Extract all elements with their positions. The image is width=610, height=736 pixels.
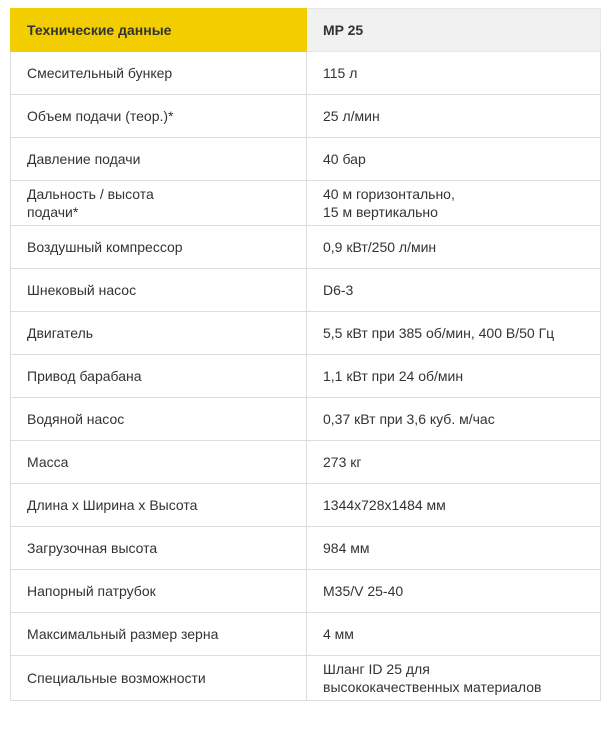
param-label: Длина x Ширина x Высота [27, 497, 198, 513]
param-value: Шланг ID 25 для высококачественных материалов [323, 661, 542, 695]
value-cell [307, 484, 601, 527]
param-value: 0,9 кВт/250 л/мин [323, 239, 437, 255]
param-cell [11, 570, 307, 613]
param-label: Дальность / высота подачи* [27, 186, 154, 220]
value-cell [307, 138, 601, 181]
param-label: Объем подачи (теор.)* [27, 108, 174, 124]
value-cell [307, 95, 601, 138]
table-row [11, 312, 601, 355]
spec-table-header [11, 9, 601, 52]
value-cell [307, 312, 601, 355]
table-row [11, 570, 601, 613]
table-row [11, 484, 601, 527]
param-value: 1,1 кВт при 24 об/мин [323, 368, 464, 384]
param-label: Давление подачи [27, 151, 141, 167]
param-label: Привод барабана [27, 368, 142, 384]
value-cell [307, 527, 601, 570]
param-value: 25 л/мин [323, 108, 380, 124]
param-cell [11, 441, 307, 484]
value-cell [307, 441, 601, 484]
table-row [11, 269, 601, 312]
spec-table [10, 8, 601, 701]
table-row [11, 95, 601, 138]
table-row [11, 226, 601, 269]
value-cell [307, 226, 601, 269]
value-cell [307, 656, 601, 701]
param-cell [11, 52, 307, 95]
param-cell [11, 181, 307, 226]
value-cell [307, 181, 601, 226]
table-row [11, 138, 601, 181]
param-value: 0,37 кВт при 3,6 куб. м/час [323, 411, 495, 427]
table-row [11, 181, 601, 226]
param-value: 273 кг [323, 454, 362, 470]
table-row [11, 52, 601, 95]
param-label: Воздушный компрессор [27, 239, 183, 255]
value-cell [307, 398, 601, 441]
param-cell [11, 95, 307, 138]
value-cell [307, 613, 601, 656]
param-cell [11, 269, 307, 312]
param-cell [11, 355, 307, 398]
param-cell [11, 527, 307, 570]
value-cell [307, 269, 601, 312]
table-row [11, 656, 601, 701]
param-value: 984 мм [323, 540, 370, 556]
param-value: M35/V 25-40 [323, 583, 404, 599]
param-value: 4 мм [323, 626, 354, 642]
param-label: Водяной насос [27, 411, 125, 427]
param-label: Специальные возможности [27, 670, 206, 686]
param-cell [11, 312, 307, 355]
value-cell [307, 355, 601, 398]
header-param: Технические данные [11, 9, 307, 52]
param-label: Масса [27, 454, 69, 470]
spec-table-body [11, 52, 601, 701]
param-value: 1344x728x1484 мм [323, 497, 446, 513]
param-label: Смесительный бункер [27, 65, 173, 81]
value-cell [307, 570, 601, 613]
param-value: D6-3 [323, 282, 354, 298]
value-cell [307, 52, 601, 95]
table-row [11, 441, 601, 484]
param-cell [11, 398, 307, 441]
param-label: Напорный патрубок [27, 583, 156, 599]
param-label: Максимальный размер зерна [27, 626, 219, 642]
table-row [11, 527, 601, 570]
param-value: 115 л [323, 65, 358, 81]
header-row [11, 9, 601, 52]
param-cell [11, 138, 307, 181]
param-label: Двигатель [27, 325, 94, 341]
header-model: MP 25 [307, 9, 601, 52]
param-cell [11, 613, 307, 656]
param-label: Шнековый насос [27, 282, 137, 298]
table-row [11, 398, 601, 441]
param-cell [11, 656, 307, 701]
table-row [11, 355, 601, 398]
table-row [11, 613, 601, 656]
param-value: 5,5 кВт при 385 об/мин, 400 В/50 Гц [323, 325, 555, 341]
param-cell [11, 226, 307, 269]
param-cell [11, 484, 307, 527]
param-label: Загрузочная высота [27, 540, 158, 556]
param-value: 40 бар [323, 151, 366, 167]
param-value: 40 м горизонтально, 15 м вертикально [323, 186, 455, 220]
